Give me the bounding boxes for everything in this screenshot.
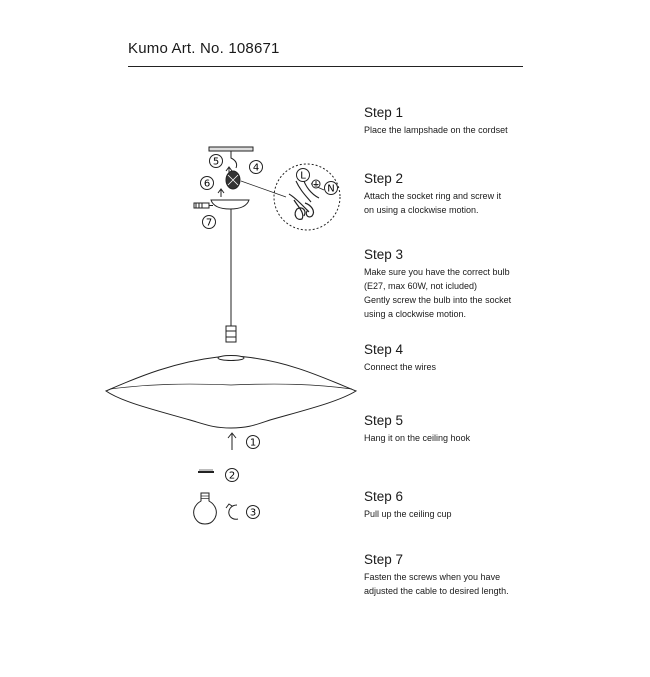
step-6 [364,489,564,521]
callout-5-label: 5 [212,156,220,168]
callout-2-label: 2 [228,470,236,482]
step-7-text: Fasten the screws when you have adjusted the cable to desired length. [364,572,509,596]
callout-6 [201,177,214,190]
bulb-socket-icon [226,326,236,342]
wire-label-n-text: N [327,183,335,195]
step-1-title: Step 1 [364,105,404,120]
step-2-title: Step 2 [364,171,404,186]
clockwise-arrow-icon [226,504,238,519]
callout-2 [226,469,239,482]
callout-3-label: 3 [249,507,257,519]
callout-6-label: 6 [203,178,211,190]
terminal-block-icon [226,171,240,189]
step-3 [364,247,564,321]
up-arrow-step-icon [228,433,236,450]
step-6-text: Pull up the ceiling cup [364,509,452,519]
step-2 [364,171,564,217]
wire-label-n [325,182,338,195]
callout-7 [203,216,216,229]
step-5-text: Hang it on the ceiling hook [364,433,471,443]
step-7-title: Step 7 [364,552,404,567]
callout-5 [210,155,223,168]
page-title: Kumo Art. No. 108671 [128,40,280,57]
light-bulb-icon [194,493,217,524]
callout-3 [247,506,260,519]
callout-4-label: 4 [252,162,260,174]
step-4-title: Step 4 [364,342,404,357]
callout-7-label: 7 [205,217,213,229]
step-1-text: Place the lampshade on the cordset [364,125,508,135]
step-5 [364,413,564,445]
wire-label-l-text: L [300,170,306,182]
lampshade-icon [106,356,356,429]
callout-4 [250,161,263,174]
callout-markers [201,155,338,519]
step-4-text: Connect the wires [364,362,437,372]
step-6-title: Step 6 [364,489,404,504]
socket-ring-icon [198,470,214,472]
step-1 [364,105,564,137]
step-3-text: Make sure you have the correct bulb (E27, max 60W, not icluded) Gently screw the bulb into the socket using a clockwise motion. [364,267,512,319]
callout-1 [247,436,260,449]
step-3-title: Step 3 [364,247,404,262]
up-arrow-small-icon [218,189,224,197]
ceiling-cup-icon [211,200,249,209]
callout-1-label: 1 [249,437,257,449]
step-7 [364,552,564,598]
step-5-title: Step 5 [364,413,404,428]
wire-label-l [297,169,310,182]
step-4 [364,342,564,374]
ground-symbol-icon [312,180,320,188]
step-2-text: Attach the socket ring and screw it on using a clockwise motion. [364,191,502,215]
screw-icon [194,203,213,208]
